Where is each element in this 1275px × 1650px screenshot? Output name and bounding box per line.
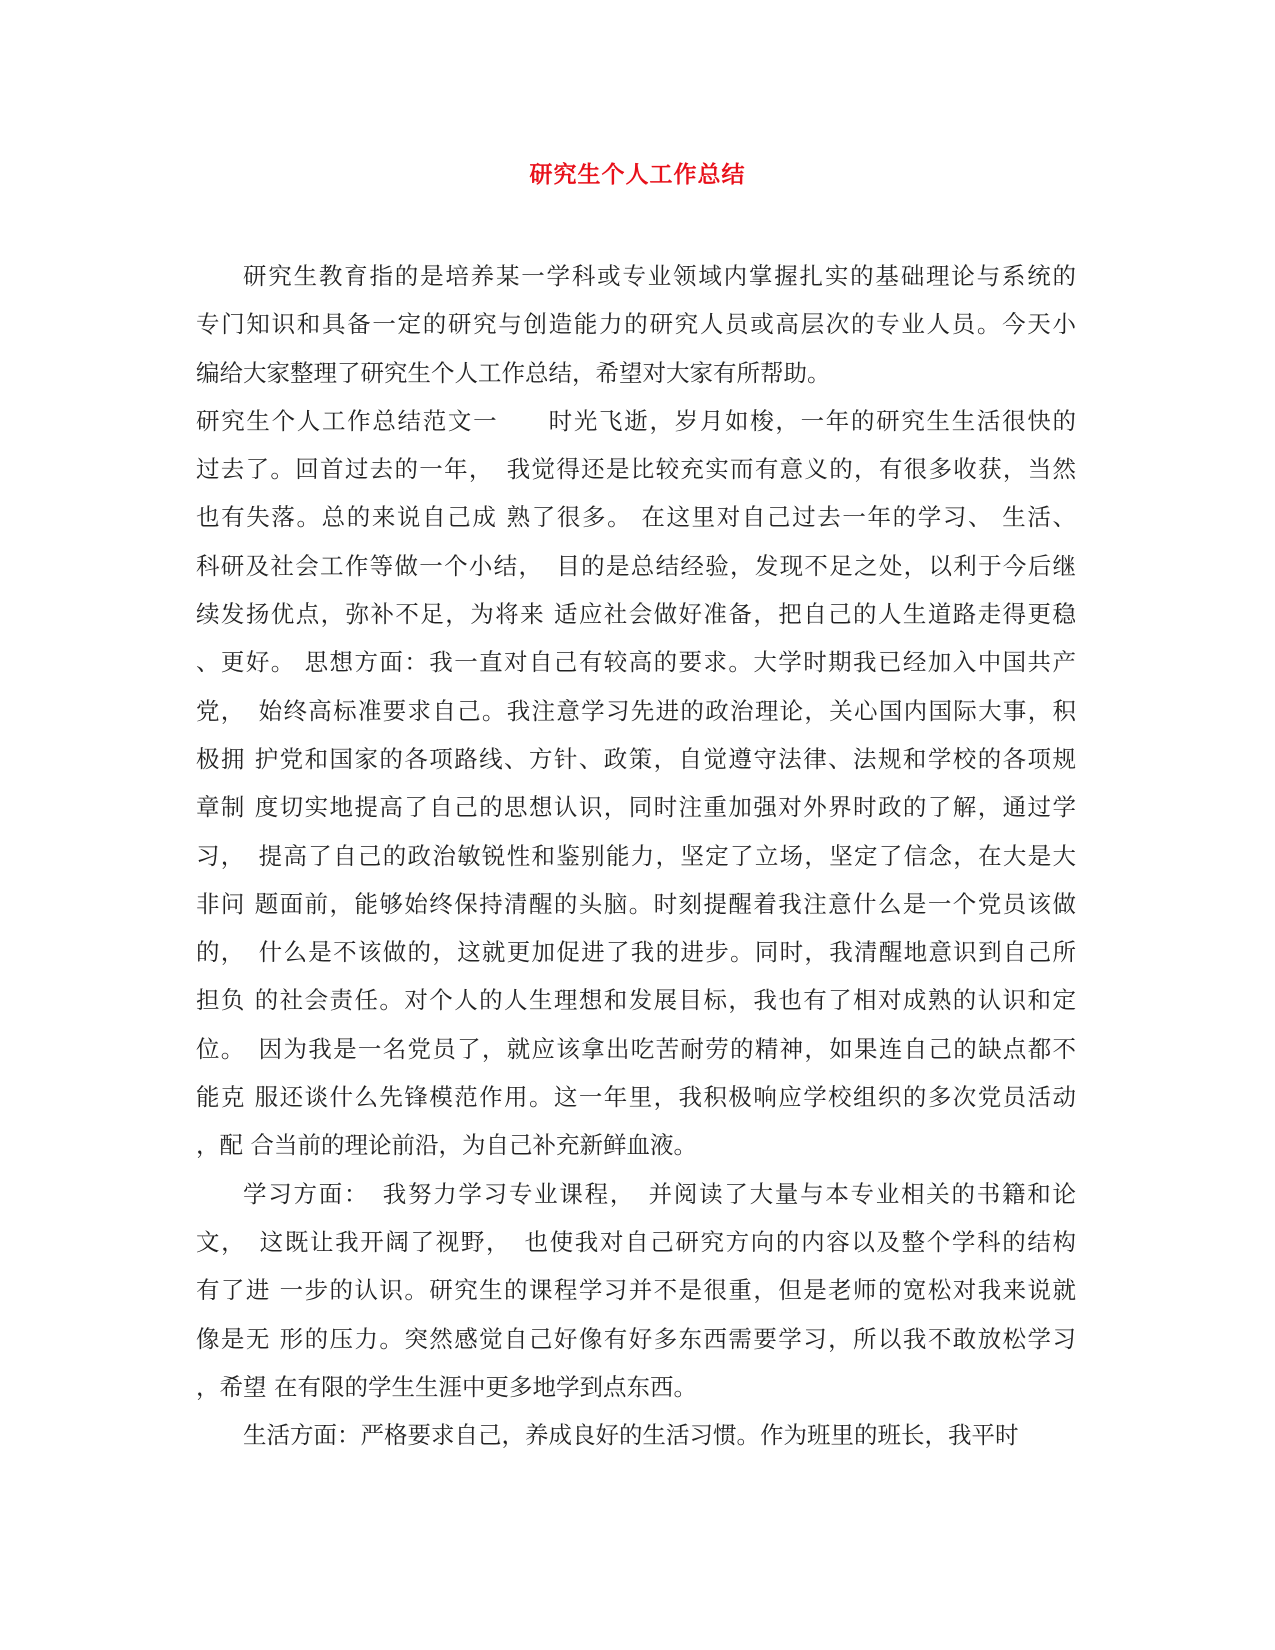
body-line: 章制 度切实地提高了自己的思想认识，同时注重加强对外界时政的了解，通过学 <box>196 793 1076 822</box>
body-line: 党， 始终高标准要求自己。我注意学习先进的政治理论，关心国内国际大事，积 <box>196 696 1076 725</box>
body-line: 的， 什么是不该做的，这就更加促进了我的进步。同时，我清醒地意识到自己所 <box>196 938 1076 967</box>
body-line: 像是无 形的压力。突然感觉自己好像有好多东西需要学习，所以我不敢放松学习 <box>196 1324 1076 1353</box>
body-line: ，配 合当前的理论前沿，为自己补充新鲜血液。 <box>196 1131 697 1160</box>
body-line: 有了进 一步的认识。研究生的课程学习并不是很重，但是老师的宽松对我来说就 <box>196 1276 1076 1305</box>
body-line: 极拥 护党和国家的各项路线、方针、政策，自觉遵守法律、法规和学校的各项规 <box>196 744 1076 773</box>
body-line: 也有失落。总的来说自己成 熟了很多。 在这里对自己过去一年的学习、 生活、 <box>196 503 1076 532</box>
body-line: 文， 这既让我开阔了视野， 也使我对自己研究方向的内容以及整个学科的结构 <box>196 1227 1076 1256</box>
body-line: 过去了。回首过去的一年， 我觉得还是比较充实而有意义的，有很多收获，当然 <box>196 455 1076 484</box>
body-line: 担负 的社会责任。对个人的人生理想和发展目标，我也有了相对成熟的认识和定 <box>196 986 1076 1015</box>
body-line: 学习方面： 我努力学习专业课程， 并阅读了大量与本专业相关的书籍和论 <box>243 1179 1076 1208</box>
body-line: 习， 提高了自己的政治敏锐性和鉴别能力，坚定了立场，坚定了信念，在大是大 <box>196 841 1076 870</box>
document-body <box>196 252 1076 1459</box>
body-line: 位。 因为我是一名党员了，就应该拿出吃苦耐劳的精神，如果连自己的缺点都不 <box>196 1034 1076 1063</box>
body-line: 、更好。 思想方面：我一直对自己有较高的要求。大学时期我已经加入中国共产 <box>196 648 1076 677</box>
body-line: 研究生个人工作总结范文一 时光飞逝，岁月如梭，一年的研究生生活很快的 <box>196 406 1076 435</box>
body-line: 能克 服还谈什么先锋模范作用。这一年里，我积极响应学校组织的多次党员活动 <box>196 1083 1076 1112</box>
body-line: 编给大家整理了研究生个人工作总结，希望对大家有所帮助。 <box>196 358 831 387</box>
body-line: 非问 题面前，能够始终保持清醒的头脑。时刻提醒着我注意什么是一个党员该做 <box>196 889 1076 918</box>
document-title: 研究生个人工作总结 <box>529 161 746 188</box>
body-line: 研究生教育指的是培养某一学科或专业领域内掌握扎实的基础理论与系统的 <box>243 262 1076 290</box>
body-line: 科研及社会工作等做一个小结， 目的是总结经验，发现不足之处，以利于今后继 <box>196 551 1076 580</box>
body-line: 专门知识和具备一定的研究与创造能力的研究人员或高层次的专业人员。今天小 <box>196 310 1076 339</box>
body-line: ，希望 在有限的学生生涯中更多地学到点东西。 <box>196 1372 697 1401</box>
body-line: 续发扬优点，弥补不足，为将来 适应社会做好准备，把自己的人生道路走得更稳 <box>196 600 1076 629</box>
body-line: 生活方面：严格要求自己，养成良好的生活习惯。作为班里的班长，我平时 <box>243 1421 1019 1450</box>
